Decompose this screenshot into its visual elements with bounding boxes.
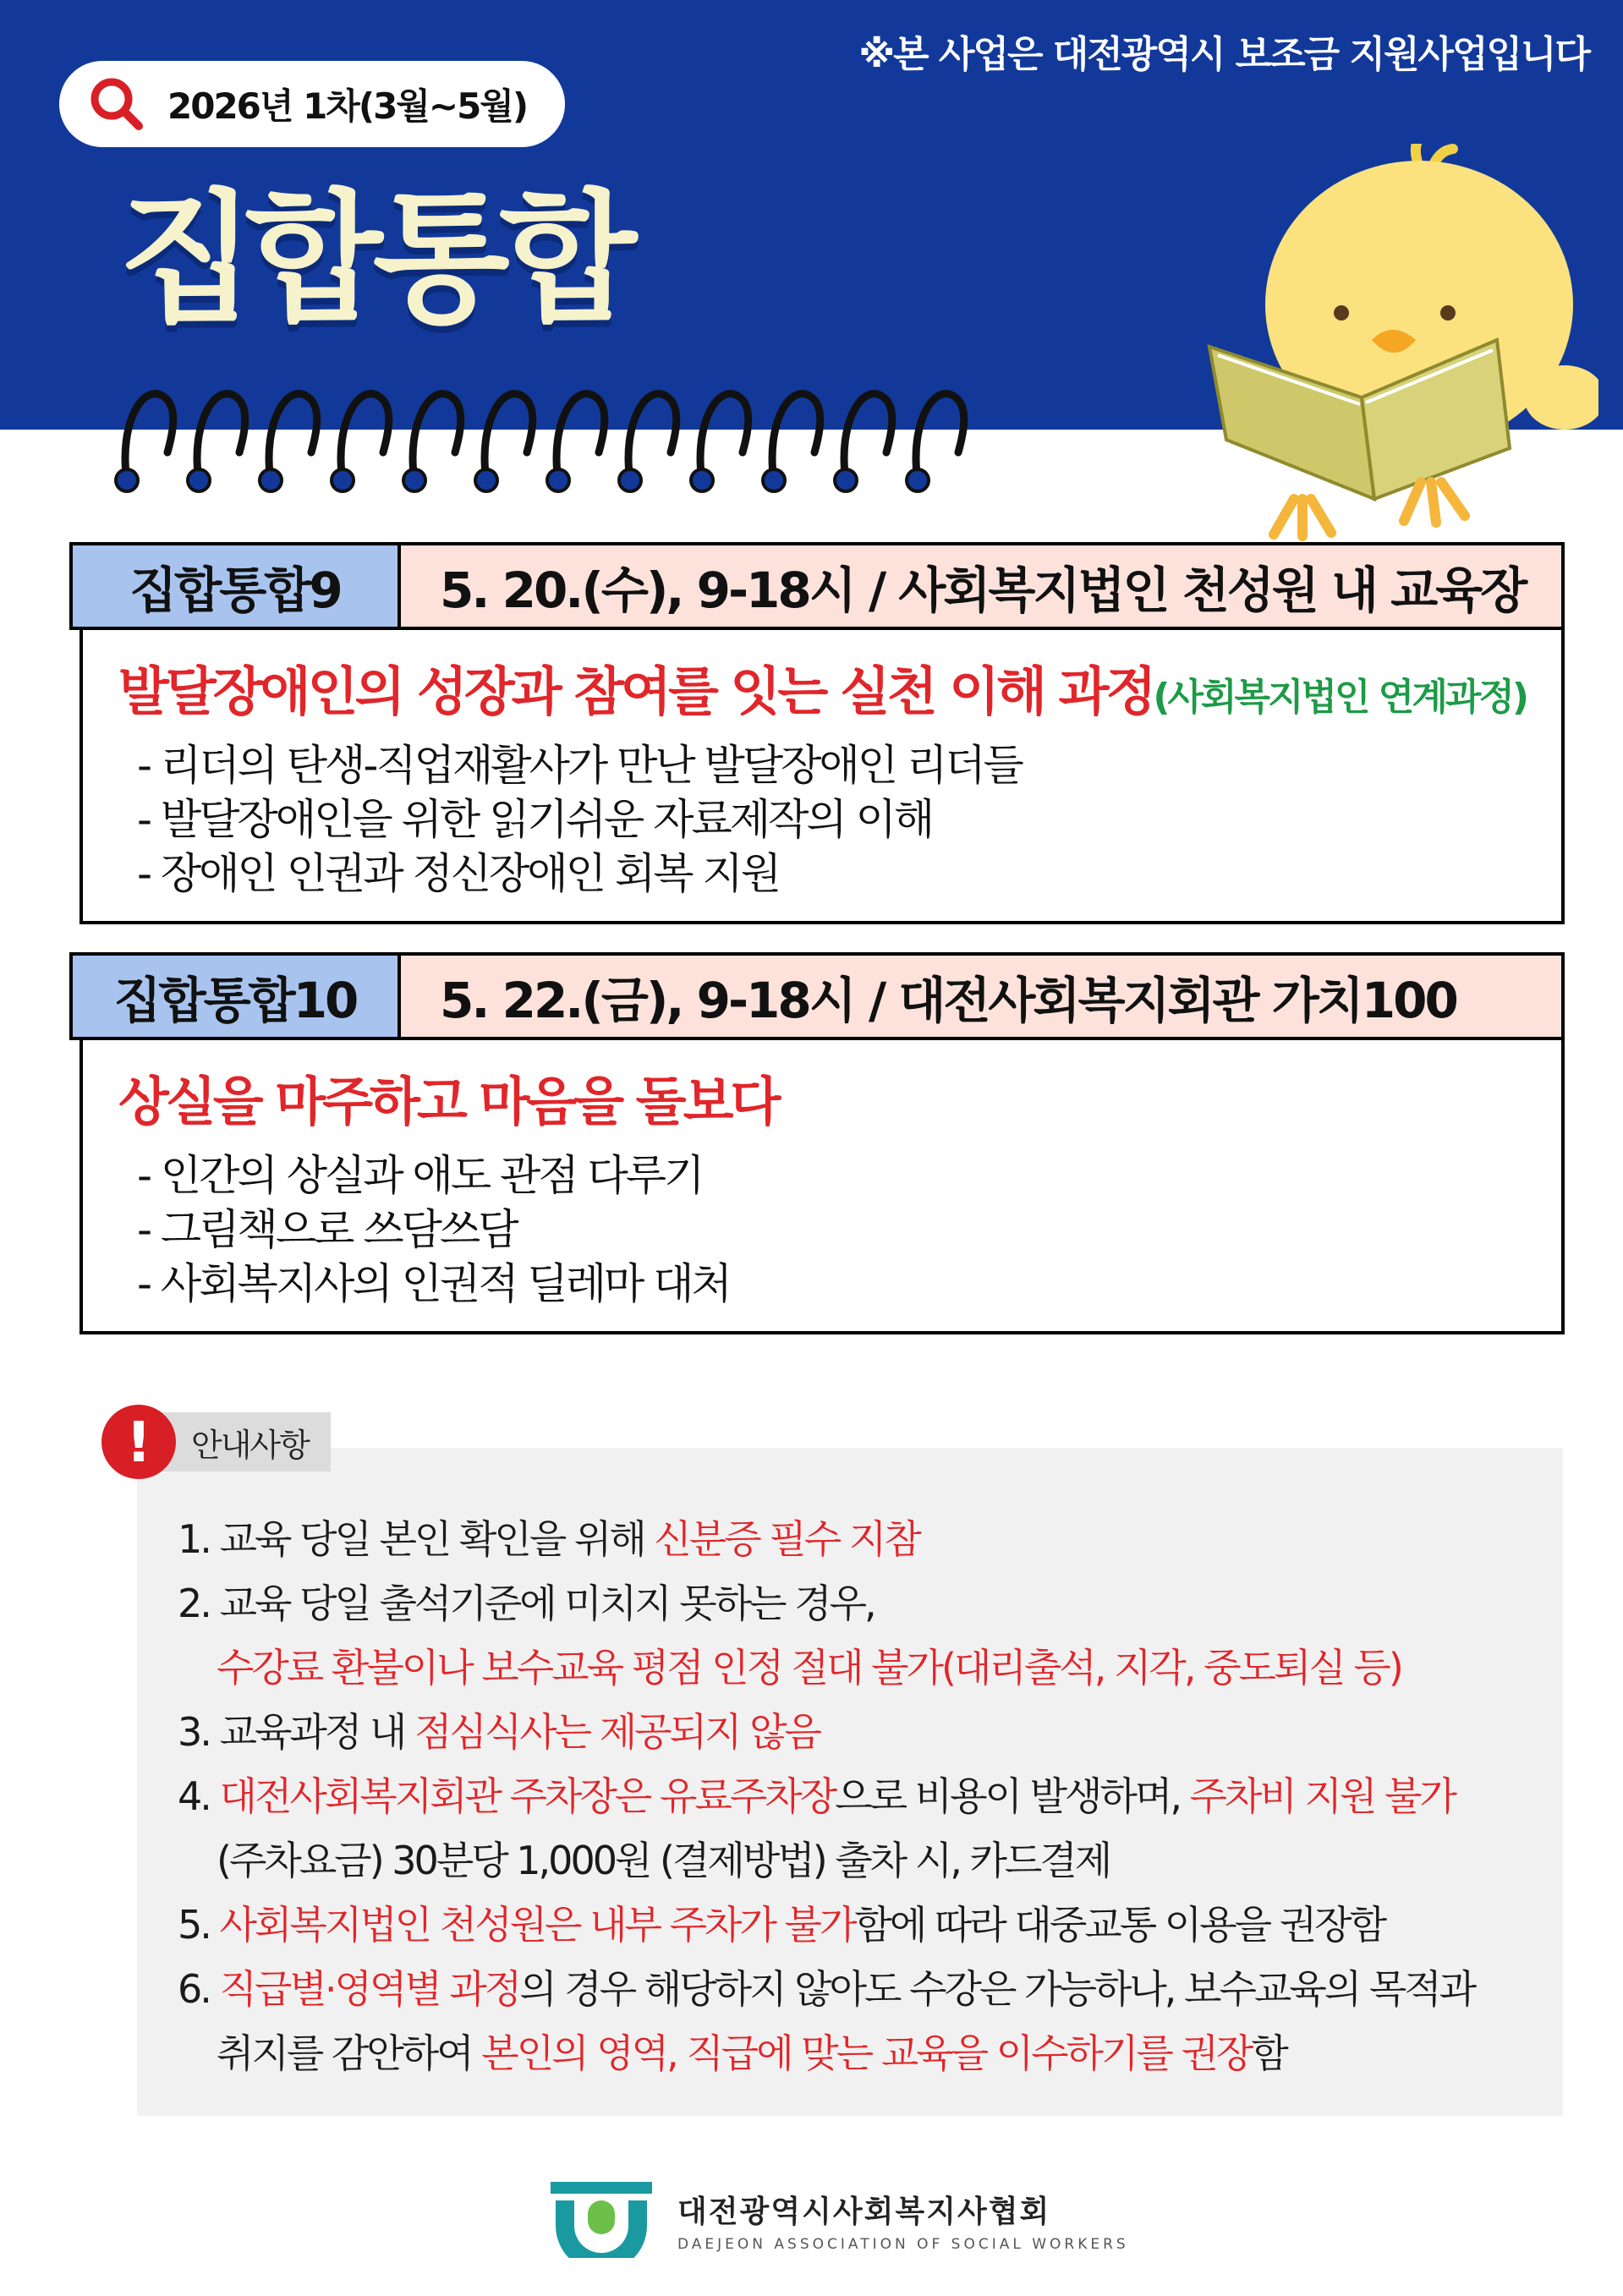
exclamation-icon: ! <box>101 1405 176 1479</box>
info-item <box>178 1636 1548 1700</box>
info-item <box>178 1571 1548 1636</box>
coil-ring <box>125 394 173 480</box>
subsidy-notice: ※본 사업은 대전광역시 보조금 지원사업입니다 <box>858 33 1589 76</box>
course-title <box>118 1071 1527 1133</box>
info-text: 함 <box>1251 2030 1286 2076</box>
course-title <box>118 660 1527 723</box>
period-pill <box>59 61 565 147</box>
info-emphasis: 점심식사는 제공되지 않음 <box>414 1709 820 1755</box>
info-label: 안내사항 <box>161 1412 331 1471</box>
info-text: 2. 교육 당일 출석기준에 미치지 못하는 경우, <box>178 1581 875 1626</box>
course-card-9 <box>69 542 1565 924</box>
info-item <box>178 1700 1548 1764</box>
course-topic: - 그림책으로 쓰담쓰담 <box>137 1205 517 1255</box>
coil-ring <box>628 394 677 480</box>
course-topic: - 리더의 탄생-직업재활사가 만난 발달장애인 리더들 <box>137 741 1022 791</box>
info-emphasis: 주차비 지원 불가 <box>1189 1773 1455 1819</box>
course-topic: - 인간의 상실과 애도 관점 다루기 <box>137 1151 703 1201</box>
course-date-location: 5. 20.(수), 9-18시 / 사회복지법인 천성원 내 교육장 <box>398 542 1565 630</box>
info-emphasis: 대전사회복지회관 주차장은 유료주차장 <box>219 1773 836 1819</box>
info-text: (주차요금) 30분당 1,000원 (결제방법) 출차 시, 카드결제 <box>217 1838 1110 1883</box>
info-text: 취지를 감안하여 <box>217 2030 482 2076</box>
course-title-main: 상실을 마주하고 마음을 돌보다 <box>118 1071 778 1132</box>
info-text: 5. <box>178 1902 220 1948</box>
coil-hole <box>475 469 497 491</box>
coil-hole <box>116 469 138 491</box>
course-date-location: 5. 22.(금), 9-18시 / 대전사회복지회관 가치100 <box>398 952 1565 1040</box>
info-heading <box>101 1404 331 1480</box>
info-emphasis: 수강료 환불이나 보수교육 평점 인정 절대 불가(대리출석, 지각, 중도퇴실 등) <box>217 1645 1401 1690</box>
info-emphasis: 신분증 필수 지참 <box>654 1516 919 1562</box>
coil-hole <box>907 469 929 491</box>
coil-ring <box>844 394 892 480</box>
coil-hole <box>547 469 569 491</box>
course-subtitle: (사회복지법인 연계과정) <box>1153 676 1527 719</box>
coil-hole <box>619 469 641 491</box>
coil-ring <box>485 394 533 480</box>
info-item <box>178 1828 1548 1893</box>
association-logo <box>546 2182 657 2258</box>
coil-ring <box>413 394 461 480</box>
coil-hole <box>188 469 210 491</box>
footer-org <box>546 2182 1129 2258</box>
coil-hole <box>260 469 282 491</box>
course-body <box>80 627 1565 924</box>
coil-ring <box>269 394 317 480</box>
info-item <box>178 1764 1548 1828</box>
course-topic: - 장애인 인권과 정신장애인 회복 지원 <box>137 849 780 899</box>
info-text: 3. 교육과정 내 <box>178 1709 414 1755</box>
info-item <box>178 1893 1548 1957</box>
info-text: 1. 교육 당일 본인 확인을 위해 <box>178 1516 655 1562</box>
spiral-binding <box>110 372 1006 499</box>
course-topic: - 사회복지사의 인권적 딜레마 대처 <box>137 1259 730 1309</box>
coil-ring <box>916 394 964 480</box>
course-card-10 <box>69 952 1565 1334</box>
page-title: 집합통합 <box>118 176 628 342</box>
course-title-main: 발달장애인의 성장과 참여를 잇는 실천 이해 과정 <box>118 660 1154 722</box>
info-item <box>178 2021 1548 2085</box>
course-tag: 집합통합9 <box>69 542 401 630</box>
coil-ring <box>557 394 605 480</box>
coil-ring <box>197 394 245 480</box>
coil-hole <box>332 469 354 491</box>
course-body <box>80 1037 1565 1334</box>
course-topic-list <box>118 1148 1527 1311</box>
coil-ring <box>700 394 748 480</box>
org-name-en: DAEJEON ASSOCIATION OF SOCIAL WORKERS <box>677 2235 1129 2253</box>
coil-ring <box>772 394 820 480</box>
info-emphasis: 본인의 영역, 직급에 맞는 교육을 이수하기를 권장 <box>481 2030 1252 2076</box>
org-name-ko: 대전광역시사회복지사협회 <box>677 2194 1051 2229</box>
info-item <box>178 1507 1548 1571</box>
coil-ring <box>341 394 389 480</box>
info-text: 4. <box>178 1773 220 1819</box>
info-text: 함에 따라 대중교통 이용을 권장함 <box>854 1902 1385 1948</box>
period-label: 2026년 1차(3월~5월) <box>167 85 528 127</box>
coil-hole <box>763 469 785 491</box>
coil-hole <box>835 469 857 491</box>
coil-hole <box>691 469 713 491</box>
info-list <box>178 1507 1548 2085</box>
chick-reading-book-illustration <box>1193 144 1598 541</box>
course-topic-list <box>118 738 1527 901</box>
course-topic: - 발달장애인을 위한 읽기쉬운 자료제작의 이해 <box>137 795 933 845</box>
info-text: 으로 비용이 발생하며, <box>835 1773 1190 1819</box>
info-text: 6. <box>178 1966 220 2012</box>
info-text: 의 경우 해당하지 않아도 수강은 가능하나, 보수교육의 목적과 <box>519 1966 1475 2012</box>
search-icon <box>88 75 145 133</box>
info-item <box>178 1957 1548 2021</box>
info-emphasis: 직급별·영역별 과정 <box>219 1966 520 2012</box>
coil-hole <box>403 469 425 491</box>
info-emphasis: 사회복지법인 천성원은 내부 주차가 불가 <box>219 1902 855 1948</box>
course-tag: 집합통합10 <box>69 952 401 1040</box>
